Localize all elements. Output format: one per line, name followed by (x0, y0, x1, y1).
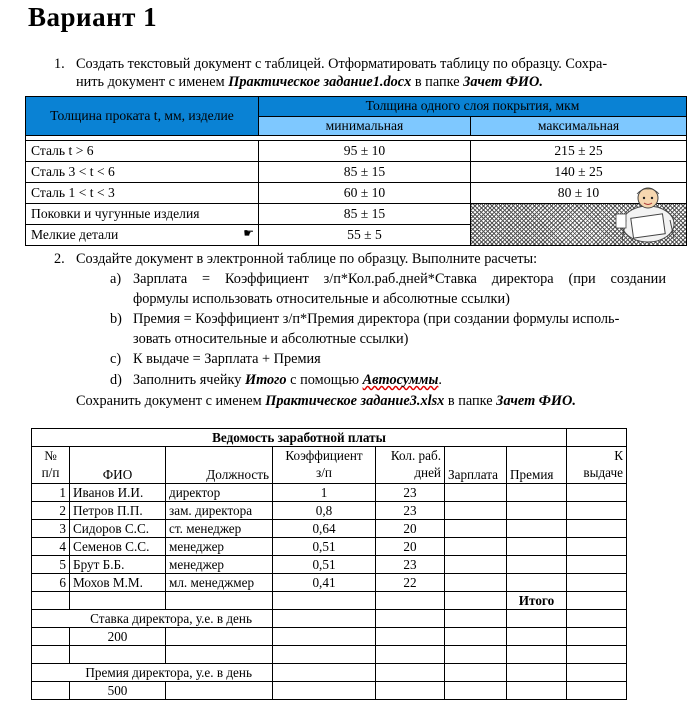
payroll-pay (567, 502, 627, 520)
table-row (32, 520, 627, 538)
coating-label: Поковки и чугунные изделия (26, 204, 259, 225)
table-row (32, 574, 627, 592)
coating-label-cell (26, 225, 259, 246)
coating-max: 215 ± 25 (471, 141, 687, 162)
payroll-coef: 0,51 (273, 538, 376, 556)
payroll-h-pay-1: К (614, 448, 623, 463)
payroll-h-coef-1: Коэффициент (285, 448, 363, 463)
payroll-bonus-label: Премия директора, у.е. в день (32, 664, 273, 682)
payroll-h-pay-2: выдаче (583, 465, 623, 480)
task2-c-line: К выдаче = Зарплата + Премия (133, 351, 321, 367)
payroll-pos: менеджер (166, 556, 273, 574)
payroll-bonus (507, 520, 567, 538)
task2-b-line1: Премия = Коэффициент з/п*Премия директора (при создании формулы исполь- (133, 311, 620, 327)
coating-min: 60 ± 10 (259, 183, 471, 204)
task2-save-file: Практическое задание3.xlsx (265, 393, 445, 409)
task2-d-mid: с помощью (286, 372, 363, 388)
payroll-coef: 1 (273, 484, 376, 502)
table-row (26, 183, 687, 204)
table-row (32, 502, 627, 520)
task2-d-line (133, 371, 442, 389)
task2-d-marker: d) (110, 372, 122, 388)
payroll-pos: директор (166, 484, 273, 502)
task2-save-folder: Зачет ФИО. (496, 393, 576, 409)
task2-d-pre: Заполнить ячейку (133, 372, 245, 388)
task2-a-line2: формулы использовать относительные и абсолютные ссылки) (133, 291, 510, 307)
payroll-bonus-value-row (32, 682, 627, 700)
payroll-title: Ведомость заработной платы (32, 429, 567, 447)
coating-min-header: минимальная (259, 116, 471, 136)
task2-intro: Создайте документ в электронной таблице по образцу. Выполните расчеты: (76, 251, 538, 267)
payroll-salary (445, 484, 507, 502)
payroll-n: 5 (32, 556, 70, 574)
task2-b-line2: зовать относительные и абсолютные ссылки) (133, 331, 409, 347)
payroll-rate-label: Ставка директора, у.е. в день (32, 610, 273, 628)
payroll-rate-value: 200 (70, 628, 166, 646)
payroll-n: 6 (32, 574, 70, 592)
table-row (32, 556, 627, 574)
task2-b-marker: b) (110, 311, 122, 327)
coating-col1-header: Толщина проката t, мм, изделие (26, 97, 259, 136)
payroll-pay (567, 484, 627, 502)
table-row (32, 484, 627, 502)
payroll-h-salary: Зарплата (445, 447, 507, 484)
payroll-h-days-2: дней (414, 465, 441, 480)
coating-max-header: максимальная (471, 116, 687, 136)
payroll-bonus (507, 556, 567, 574)
payroll-pos: мл. менеджмер (166, 574, 273, 592)
payroll-h-num-2: п/п (41, 465, 60, 480)
payroll-salary (445, 556, 507, 574)
task1-line1: Создать текстовый документ с таблицей. Отформатировать таблицу по образцу. Сохра- (76, 56, 608, 72)
coating-min: 85 ± 15 (259, 162, 471, 183)
payroll-h-days (376, 447, 445, 484)
coating-label: Мелкие детали (31, 227, 119, 242)
task2-d-auto: Автосуммы (362, 372, 439, 388)
payroll-itogo: Итого (507, 592, 567, 610)
task2-d-end: . (438, 372, 442, 388)
payroll-days: 23 (376, 556, 445, 574)
payroll-pay (567, 520, 627, 538)
payroll-n: 2 (32, 502, 70, 520)
payroll-salary (445, 538, 507, 556)
payroll-h-pos: Должность (166, 447, 273, 484)
coating-min: 95 ± 10 (259, 141, 471, 162)
payroll-bonus (507, 574, 567, 592)
payroll-days: 20 (376, 520, 445, 538)
coating-min: 85 ± 15 (259, 204, 471, 225)
coating-group-header: Толщина одного слоя покрытия, мкм (259, 97, 687, 117)
payroll-total-row (32, 592, 627, 610)
payroll-h-fio: ФИО (70, 447, 166, 484)
payroll-coef: 0,64 (273, 520, 376, 538)
coating-max: 140 ± 25 (471, 162, 687, 183)
payroll-bonus (507, 502, 567, 520)
payroll-h-bonus: Премия (507, 447, 567, 484)
payroll-pay (567, 556, 627, 574)
payroll-fio: Сидоров С.С. (70, 520, 166, 538)
payroll-fio: Брут Б.Б. (70, 556, 166, 574)
payroll-fio: Петров П.П. (70, 502, 166, 520)
task1-number: 1. (54, 56, 65, 72)
task1-line2 (76, 73, 543, 91)
payroll-n: 4 (32, 538, 70, 556)
payroll-h-days-1: Кол. раб. (390, 448, 441, 463)
payroll-fio: Семенов С.С. (70, 538, 166, 556)
task2-save-line (76, 392, 576, 410)
payroll-n: 3 (32, 520, 70, 538)
task1-line2-mid: в папке (411, 74, 464, 90)
payroll-pay (567, 574, 627, 592)
payroll-table (31, 428, 627, 700)
payroll-days: 20 (376, 538, 445, 556)
pointer-hand-icon: ☛ (243, 226, 254, 240)
coating-label: Сталь 1 < t < 3 (26, 183, 259, 204)
payroll-rate-value-row (32, 628, 627, 646)
payroll-bonus-label-row (32, 664, 627, 682)
payroll-h-coef (273, 447, 376, 484)
task2-a-marker: a) (110, 271, 122, 287)
task2-a-line1: Зарплата = Коэффициент з/п*Кол.раб.дней*Ставка директора (при создании (133, 271, 666, 287)
payroll-n: 1 (32, 484, 70, 502)
payroll-pos: ст. менеджер (166, 520, 273, 538)
coating-table (25, 96, 687, 246)
payroll-fio: Мохов М.М. (70, 574, 166, 592)
payroll-pos: менеджер (166, 538, 273, 556)
payroll-coef: 0,8 (273, 502, 376, 520)
payroll-fio: Иванов И.И. (70, 484, 166, 502)
page-title: Вариант 1 (28, 2, 158, 32)
task1-filename: Практическое задание1.docx (228, 74, 412, 90)
coating-label: Сталь 3 < t < 6 (26, 162, 259, 183)
task1-folder: Зачет ФИО. (463, 74, 543, 90)
task2-d-itogo: Итого (244, 372, 287, 388)
payroll-pos: зам. директора (166, 502, 273, 520)
payroll-coef: 0,41 (273, 574, 376, 592)
payroll-bonus (507, 484, 567, 502)
payroll-salary (445, 574, 507, 592)
task2-save-mid: в папке (444, 393, 497, 409)
table-row (26, 204, 687, 225)
payroll-h-coef-2: з/п (316, 465, 332, 480)
table-row (26, 141, 687, 162)
payroll-days: 23 (376, 484, 445, 502)
task1-line2-text: нить документ с именем (76, 74, 229, 90)
coating-max: 80 ± 10 (471, 183, 687, 204)
payroll-days: 23 (376, 502, 445, 520)
coating-min: 55 ± 5 (259, 225, 471, 246)
payroll-salary (445, 502, 507, 520)
payroll-h-pay (567, 447, 627, 484)
payroll-bonus-value: 500 (70, 682, 166, 700)
payroll-days: 22 (376, 574, 445, 592)
table-row (26, 162, 687, 183)
payroll-h-num (32, 447, 70, 484)
payroll-empty-cell (567, 429, 627, 447)
student-cartoon-icon (608, 180, 692, 246)
payroll-h-num-1: № (44, 448, 57, 463)
coating-label: Сталь t > 6 (26, 141, 259, 162)
table-row (32, 538, 627, 556)
task2-number: 2. (54, 251, 65, 267)
task2-save-pre: Сохранить документ с именем (76, 393, 266, 409)
payroll-rate-label-row (32, 610, 627, 628)
payroll-pay (567, 538, 627, 556)
payroll-salary (445, 520, 507, 538)
payroll-coef: 0,51 (273, 556, 376, 574)
task2-c-marker: c) (110, 351, 122, 367)
payroll-bonus (507, 538, 567, 556)
